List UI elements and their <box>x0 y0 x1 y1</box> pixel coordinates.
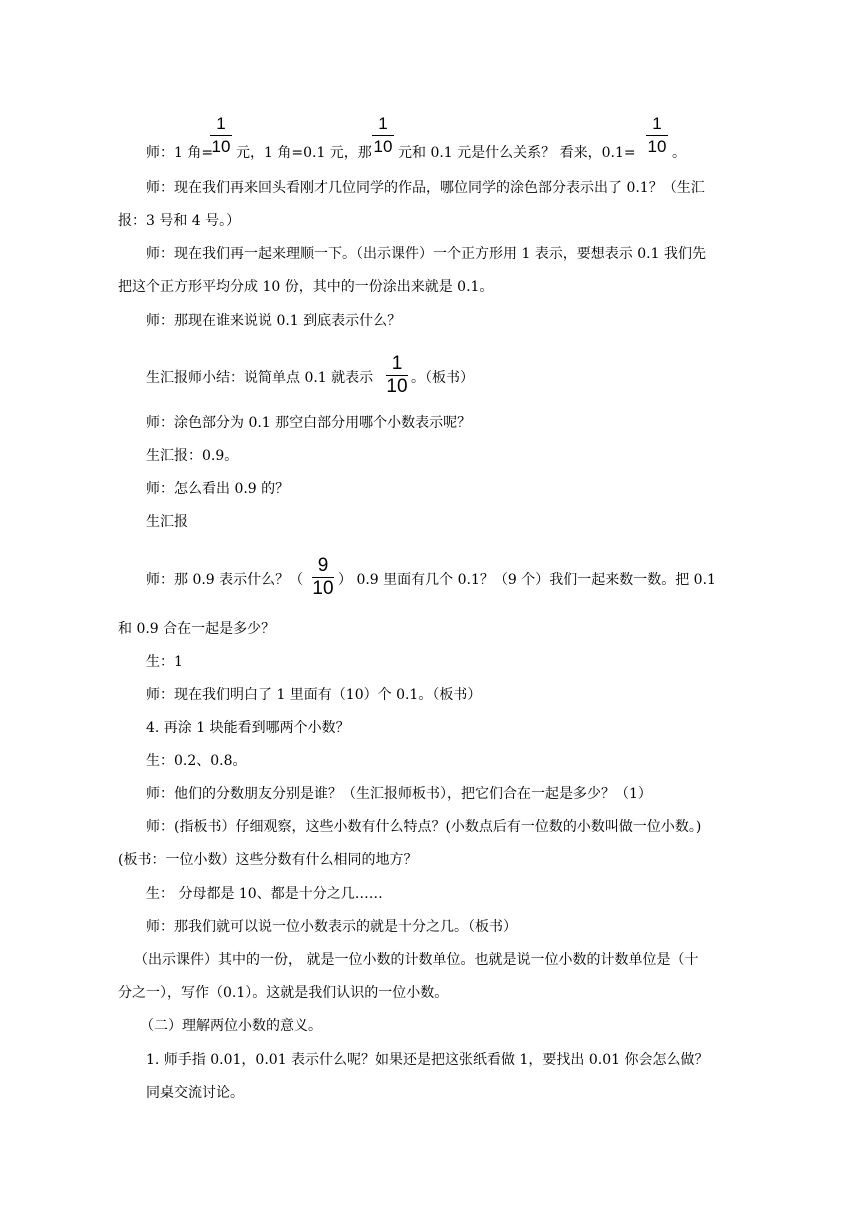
text-line-10: 师：怎么看出 0.9 的？ <box>146 481 290 497</box>
text-line-23: （出示课件）其中的一份， 就是一位小数的计数单位。也就是说一位小数的计数单位是（十 <box>134 952 699 968</box>
fraction-1 <box>210 114 232 157</box>
text-line-1d: 。 <box>672 145 686 161</box>
text-line-26: 1. 师手指 0.01，0.01 表示什么呢？如果还是把这张纸看做 1，要找出 0.01 你会怎么做？ <box>146 1052 709 1068</box>
fraction-1-denominator: 10 <box>211 137 231 156</box>
text-line-14: 生：1 <box>146 654 183 670</box>
fraction-2-numerator: 1 <box>378 114 388 133</box>
text-line-1c: 元和 0.1 元是什么关系？ 看来，0.1= <box>398 145 636 161</box>
text-line-9: 生汇报：0.9。 <box>146 448 239 464</box>
text-line-17: 生：0.2、0.8。 <box>146 753 247 769</box>
fraction-5 <box>312 556 334 599</box>
fraction-2 <box>372 114 394 157</box>
text-line-6: 师：那现在谁来说说 0.1 到底表示什么？ <box>146 313 402 329</box>
text-line-8: 师：涂色部分为 0.1 那空白部分用哪个小数表示呢？ <box>146 415 472 431</box>
text-line-27: 同桌交流讨论。 <box>146 1085 244 1101</box>
text-line-3: 报：3 号和 4 号。） <box>118 213 241 229</box>
text-line-12a: 师：那 0.9 表示什么？（ <box>146 572 304 588</box>
fraction-4-numerator: 1 <box>391 353 403 374</box>
text-line-16: 4. 再涂 1 块能看到哪两个小数？ <box>146 720 350 736</box>
fraction-1-bar <box>210 135 232 136</box>
text-line-5: 把这个正方形平均分成 10 份，其中的一份涂出来就是 0.1。 <box>118 279 494 295</box>
text-line-21: 生： 分母都是 10、都是十分之几…… <box>146 886 383 902</box>
text-line-7a: 生汇报师小结：说简单点 0.1 就表示 <box>146 370 374 386</box>
text-line-4: 师：现在我们再一起来理顺一下。（出示课件）一个正方形用 1 表示，要想表示 0.1 我们先 <box>146 246 706 262</box>
text-line-20: (板书：一位小数）这些分数有什么相同的地方？ <box>118 852 418 868</box>
text-line-15: 师：现在我们明白了 1 里面有（10）个 0.1。（板书） <box>146 687 482 703</box>
fraction-2-denominator: 10 <box>373 137 393 156</box>
fraction-5-denominator: 10 <box>312 578 334 599</box>
fraction-3-denominator: 10 <box>647 137 667 156</box>
fraction-5-numerator: 9 <box>317 555 329 576</box>
fraction-2-bar <box>372 135 394 136</box>
fraction-4 <box>386 354 408 397</box>
fraction-3-numerator: 1 <box>652 114 662 133</box>
text-line-11: 生汇报 <box>146 514 188 530</box>
text-line-18: 师：他们的分数朋友分别是谁？（生汇报师板书），把它们合在一起是多少？（1） <box>146 786 652 802</box>
text-line-19: 师：(指板书）仔细观察，这些小数有什么特点？(小数点后有一位数的小数叫做一位小数。) <box>146 819 702 835</box>
text-line-2: 师：现在我们再来回头看刚才几位同学的作品，哪位同学的涂色部分表示出了 0.1？（生汇 <box>146 180 705 196</box>
text-line-1a: 师：1 角= <box>146 145 214 161</box>
text-line-12b: ） 0.9 里面有几个 0.1？（9 个）我们一起来数一数。把 0.1 <box>338 572 716 588</box>
fraction-1-numerator: 1 <box>216 114 226 133</box>
text-line-1b: 元，1 角=0.1 元，那 <box>236 145 372 161</box>
section-heading: （二）理解两位小数的意义。 <box>140 1018 322 1034</box>
fraction-3-bar <box>646 135 668 136</box>
text-line-24: 分之一），写作（0.1）。这就是我们认识的一位小数。 <box>118 985 449 1001</box>
text-line-7b: 。（板书） <box>411 370 474 386</box>
text-line-22: 师：那我们就可以说一位小数表示的就是十分之几。（板书） <box>146 919 517 935</box>
fraction-3 <box>646 114 668 157</box>
fraction-4-denominator: 10 <box>386 376 408 397</box>
text-line-13: 和 0.9 合在一起是多少？ <box>118 621 276 637</box>
